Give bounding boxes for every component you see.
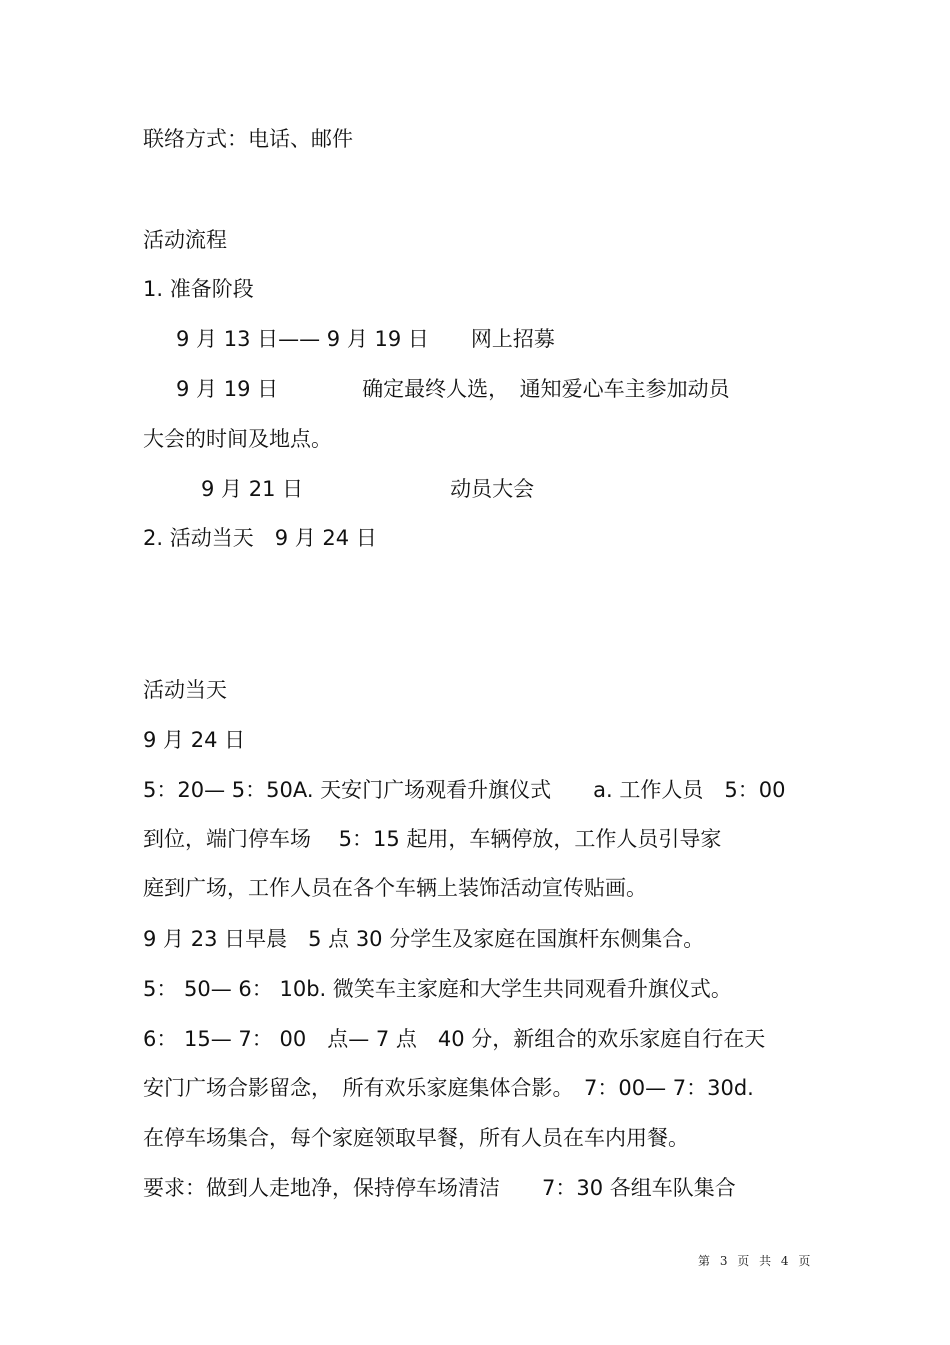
page-number-footer: 第 3 页 共 4 页 xyxy=(698,1254,811,1268)
schedule-line-final-selection: 9 月 19 日 确定最终人选， 通知爱心车主参加动员 xyxy=(176,377,730,401)
paragraph-line: 到位，端门停车场 5：15 起用，车辆停放，工作人员引导家 xyxy=(143,827,722,851)
paragraph-line: 在停车场集合，每个家庭领取早餐，所有人员在车内用餐。 xyxy=(143,1126,689,1150)
section-heading-activity-process: 活动流程 xyxy=(143,228,227,252)
paragraph-line: 5：20— 5：50A. 天安门广场观看升旗仪式 a. 工作人员 5：00 xyxy=(143,778,786,802)
paragraph-line: 要求：做到人走地净，保持停车场清洁 7：30 各组车队集合 xyxy=(143,1176,736,1200)
section-heading-activity-day: 活动当天 xyxy=(143,678,227,702)
paragraph-line: 安门广场合影留念， 所有欢乐家庭集体合影。 7：00— 7：30d. xyxy=(143,1076,754,1100)
date-line: 9 月 24 日 xyxy=(143,728,246,752)
paragraph-line: 6： 15— 7： 00 点— 7 点 40 分，新组合的欢乐家庭自行在天 xyxy=(143,1027,766,1051)
paragraph-line: 9 月 23 日早晨 5 点 30 分学生及家庭在国旗杆东侧集合。 xyxy=(143,927,705,951)
paragraph-line: 5： 50— 6： 10b. 微笑车主家庭和大学生共同观看升旗仪式。 xyxy=(143,977,732,1001)
paragraph-line: 庭到广场，工作人员在各个车辆上装饰活动宣传贴画。 xyxy=(143,876,647,900)
stage-heading-activity-day: 2. 活动当天 9 月 24 日 xyxy=(143,526,377,550)
contact-method-line: 联络方式：电话、邮件 xyxy=(143,127,353,151)
stage-heading-preparation: 1. 准备阶段 xyxy=(143,277,254,301)
schedule-line-mobilization-meeting: 9 月 21 日 动员大会 xyxy=(201,477,535,501)
schedule-line-continued: 大会的时间及地点。 xyxy=(143,427,332,451)
schedule-line-recruitment: 9 月 13 日—— 9 月 19 日 网上招募 xyxy=(176,327,555,351)
